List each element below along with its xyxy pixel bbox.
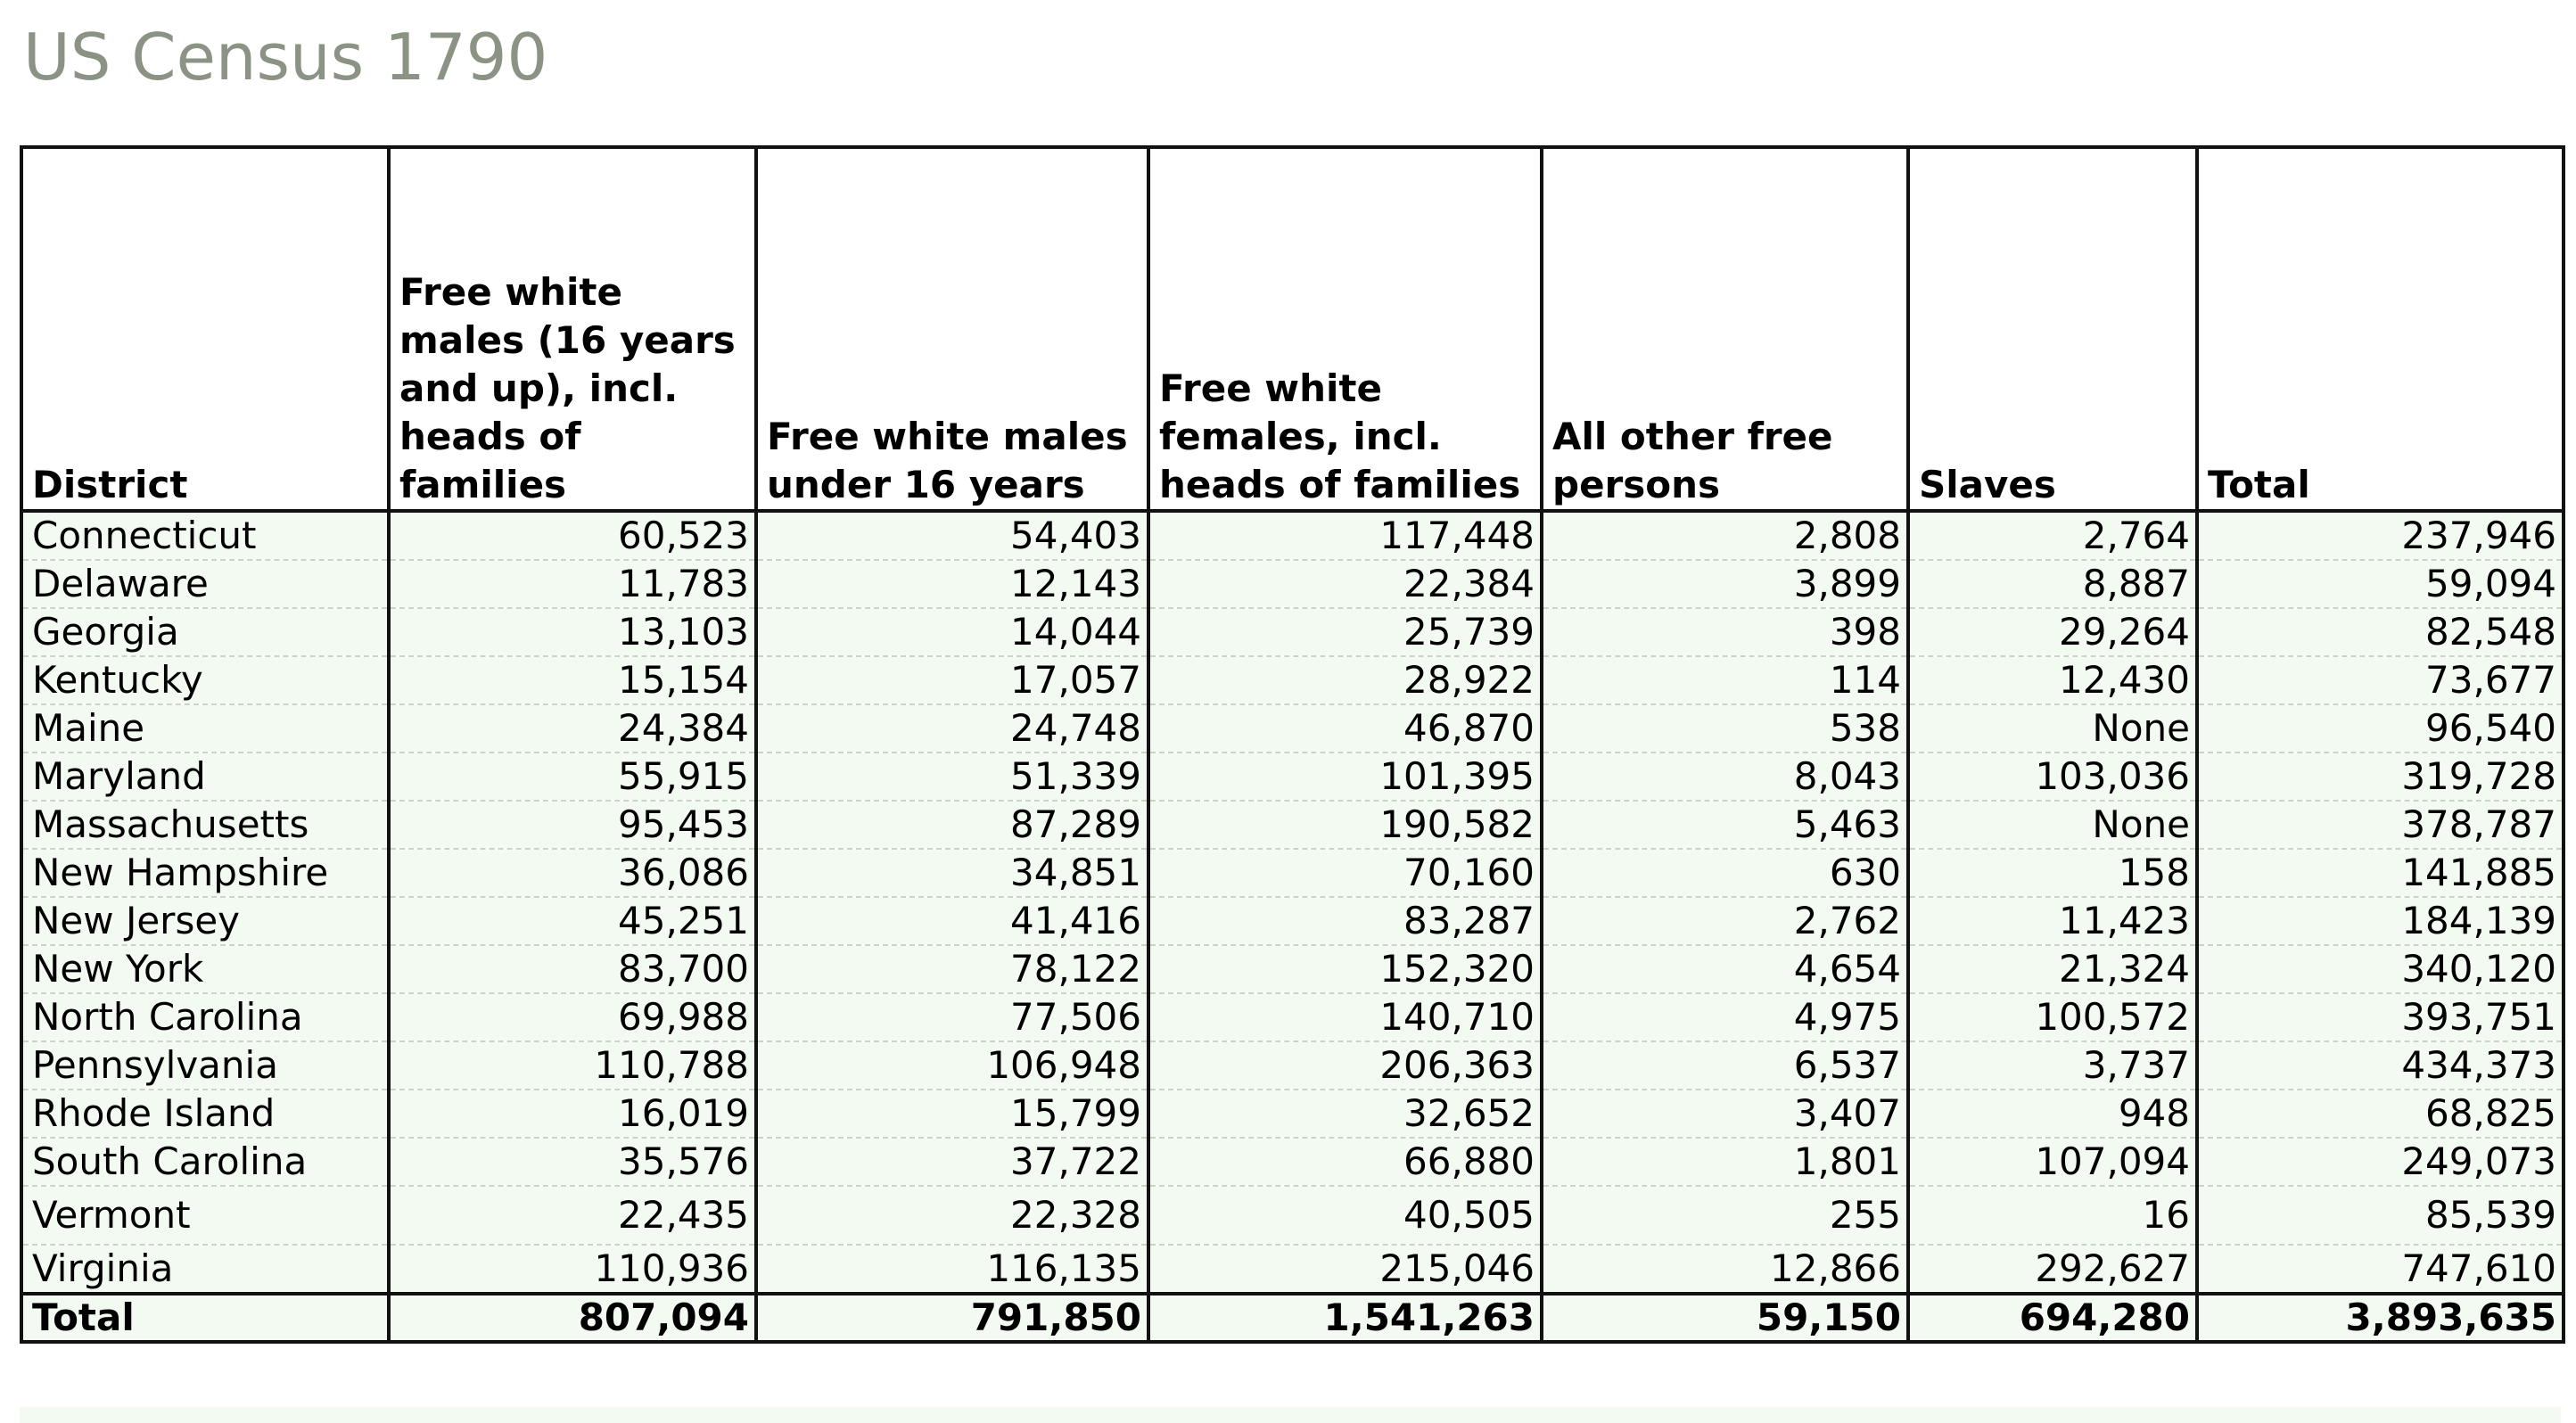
column-header-free-white-males-16-up: Free white males (16 years and up), incl. heads of families: [389, 147, 756, 511]
value-cell: 237,946: [2197, 511, 2564, 560]
value-cell: 107,094: [1908, 1138, 2197, 1186]
value-cell: 158: [1908, 849, 2197, 897]
value-cell: 2,764: [1908, 511, 2197, 560]
value-cell: 215,046: [1148, 1245, 1542, 1294]
value-cell: 28,922: [1148, 656, 1542, 704]
value-cell: 69,988: [389, 993, 756, 1041]
table-row: [21, 753, 2564, 801]
header-row: [21, 147, 2564, 511]
value-cell: 14,044: [756, 608, 1148, 656]
value-cell: 45,251: [389, 897, 756, 945]
value-cell: 55,915: [389, 753, 756, 801]
district-cell: Maryland: [21, 753, 389, 801]
total-row: [21, 1294, 2564, 1342]
value-cell: None: [1908, 704, 2197, 753]
value-cell: 2,808: [1542, 511, 1908, 560]
column-header-free-white-females: Free white females, incl. heads of families: [1148, 147, 1542, 511]
district-cell: New Jersey: [21, 897, 389, 945]
value-cell: 77,506: [756, 993, 1148, 1041]
value-cell: 40,505: [1148, 1186, 1542, 1245]
total-row-label: Total: [21, 1294, 389, 1342]
value-cell: 152,320: [1148, 945, 1542, 993]
table-body: [21, 511, 2564, 1294]
value-cell: 3,737: [1908, 1041, 2197, 1090]
value-cell: 110,936: [389, 1245, 756, 1294]
column-header-free-white-males-under-16: Free white males under 16 years: [756, 147, 1148, 511]
value-cell: 22,435: [389, 1186, 756, 1245]
table-row: [21, 1138, 2564, 1186]
value-cell: 29,264: [1908, 608, 2197, 656]
table-row: [21, 801, 2564, 849]
value-cell: 85,539: [2197, 1186, 2564, 1245]
value-cell: 95,453: [389, 801, 756, 849]
table-row: [21, 1090, 2564, 1138]
value-cell: 2,762: [1542, 897, 1908, 945]
value-cell: 51,339: [756, 753, 1148, 801]
value-cell: 100,572: [1908, 993, 2197, 1041]
value-cell: 398: [1542, 608, 1908, 656]
value-cell: 16,019: [389, 1090, 756, 1138]
footer-band: [20, 1407, 2561, 1423]
value-cell: 37,722: [756, 1138, 1148, 1186]
district-cell: New York: [21, 945, 389, 993]
census-table: [20, 145, 2565, 1344]
total-cell: 3,893,635: [2197, 1294, 2564, 1342]
value-cell: 96,540: [2197, 704, 2564, 753]
value-cell: 103,036: [1908, 753, 2197, 801]
value-cell: 538: [1542, 704, 1908, 753]
value-cell: 393,751: [2197, 993, 2564, 1041]
district-cell: Georgia: [21, 608, 389, 656]
table-row: [21, 1245, 2564, 1294]
value-cell: 8,043: [1542, 753, 1908, 801]
value-cell: 319,728: [2197, 753, 2564, 801]
table-row: [21, 1186, 2564, 1245]
value-cell: 140,710: [1148, 993, 1542, 1041]
value-cell: 59,094: [2197, 560, 2564, 608]
value-cell: 24,384: [389, 704, 756, 753]
value-cell: 16: [1908, 1186, 2197, 1245]
table-row: [21, 511, 2564, 560]
district-cell: Maine: [21, 704, 389, 753]
value-cell: 249,073: [2197, 1138, 2564, 1186]
district-cell: Massachusetts: [21, 801, 389, 849]
value-cell: 66,880: [1148, 1138, 1542, 1186]
value-cell: 68,825: [2197, 1090, 2564, 1138]
district-cell: New Hampshire: [21, 849, 389, 897]
district-cell: Vermont: [21, 1186, 389, 1245]
value-cell: 116,135: [756, 1245, 1148, 1294]
value-cell: 434,373: [2197, 1041, 2564, 1090]
column-header-slaves: Slaves: [1908, 147, 2197, 511]
value-cell: 5,463: [1542, 801, 1908, 849]
district-cell: Rhode Island: [21, 1090, 389, 1138]
value-cell: 12,430: [1908, 656, 2197, 704]
district-cell: North Carolina: [21, 993, 389, 1041]
value-cell: 141,885: [2197, 849, 2564, 897]
column-header-total: Total: [2197, 147, 2564, 511]
district-cell: Pennsylvania: [21, 1041, 389, 1090]
value-cell: 340,120: [2197, 945, 2564, 993]
value-cell: 101,395: [1148, 753, 1542, 801]
value-cell: 15,799: [756, 1090, 1148, 1138]
total-cell: 791,850: [756, 1294, 1148, 1342]
value-cell: 255: [1542, 1186, 1908, 1245]
value-cell: 12,143: [756, 560, 1148, 608]
value-cell: 35,576: [389, 1138, 756, 1186]
value-cell: 41,416: [756, 897, 1148, 945]
value-cell: 11,423: [1908, 897, 2197, 945]
value-cell: 21,324: [1908, 945, 2197, 993]
page-title: US Census 1790: [23, 20, 548, 95]
value-cell: 110,788: [389, 1041, 756, 1090]
value-cell: 114: [1542, 656, 1908, 704]
value-cell: 32,652: [1148, 1090, 1542, 1138]
district-cell: Connecticut: [21, 511, 389, 560]
value-cell: 1,801: [1542, 1138, 1908, 1186]
value-cell: 22,328: [756, 1186, 1148, 1245]
value-cell: 13,103: [389, 608, 756, 656]
value-cell: 747,610: [2197, 1245, 2564, 1294]
table-row: [21, 560, 2564, 608]
value-cell: 106,948: [756, 1041, 1148, 1090]
value-cell: 12,866: [1542, 1245, 1908, 1294]
value-cell: 206,363: [1148, 1041, 1542, 1090]
table-row: [21, 897, 2564, 945]
table-row: [21, 704, 2564, 753]
column-header-district: District: [21, 147, 389, 511]
value-cell: 70,160: [1148, 849, 1542, 897]
district-cell: Kentucky: [21, 656, 389, 704]
value-cell: 73,677: [2197, 656, 2564, 704]
value-cell: 83,700: [389, 945, 756, 993]
value-cell: 54,403: [756, 511, 1148, 560]
value-cell: 948: [1908, 1090, 2197, 1138]
total-cell: 1,541,263: [1148, 1294, 1542, 1342]
value-cell: 4,975: [1542, 993, 1908, 1041]
value-cell: 117,448: [1148, 511, 1542, 560]
value-cell: 78,122: [756, 945, 1148, 993]
value-cell: 60,523: [389, 511, 756, 560]
value-cell: 24,748: [756, 704, 1148, 753]
total-cell: 807,094: [389, 1294, 756, 1342]
value-cell: 17,057: [756, 656, 1148, 704]
value-cell: 8,887: [1908, 560, 2197, 608]
value-cell: 83,287: [1148, 897, 1542, 945]
value-cell: 3,899: [1542, 560, 1908, 608]
table-row: [21, 945, 2564, 993]
district-cell: South Carolina: [21, 1138, 389, 1186]
table-row: [21, 993, 2564, 1041]
value-cell: 34,851: [756, 849, 1148, 897]
value-cell: 15,154: [389, 656, 756, 704]
total-cell: 694,280: [1908, 1294, 2197, 1342]
value-cell: 25,739: [1148, 608, 1542, 656]
column-header-other-free-persons: All other free persons: [1542, 147, 1908, 511]
value-cell: 6,537: [1542, 1041, 1908, 1090]
value-cell: 87,289: [756, 801, 1148, 849]
table-row: [21, 656, 2564, 704]
table-row: [21, 608, 2564, 656]
value-cell: 378,787: [2197, 801, 2564, 849]
value-cell: 3,407: [1542, 1090, 1908, 1138]
total-cell: 59,150: [1542, 1294, 1908, 1342]
table-row: [21, 849, 2564, 897]
value-cell: 82,548: [2197, 608, 2564, 656]
value-cell: 36,086: [389, 849, 756, 897]
value-cell: 11,783: [389, 560, 756, 608]
value-cell: 630: [1542, 849, 1908, 897]
value-cell: 4,654: [1542, 945, 1908, 993]
value-cell: 22,384: [1148, 560, 1542, 608]
value-cell: None: [1908, 801, 2197, 849]
district-cell: Virginia: [21, 1245, 389, 1294]
value-cell: 184,139: [2197, 897, 2564, 945]
value-cell: 190,582: [1148, 801, 1542, 849]
district-cell: Delaware: [21, 560, 389, 608]
value-cell: 292,627: [1908, 1245, 2197, 1294]
table-row: [21, 1041, 2564, 1090]
value-cell: 46,870: [1148, 704, 1542, 753]
